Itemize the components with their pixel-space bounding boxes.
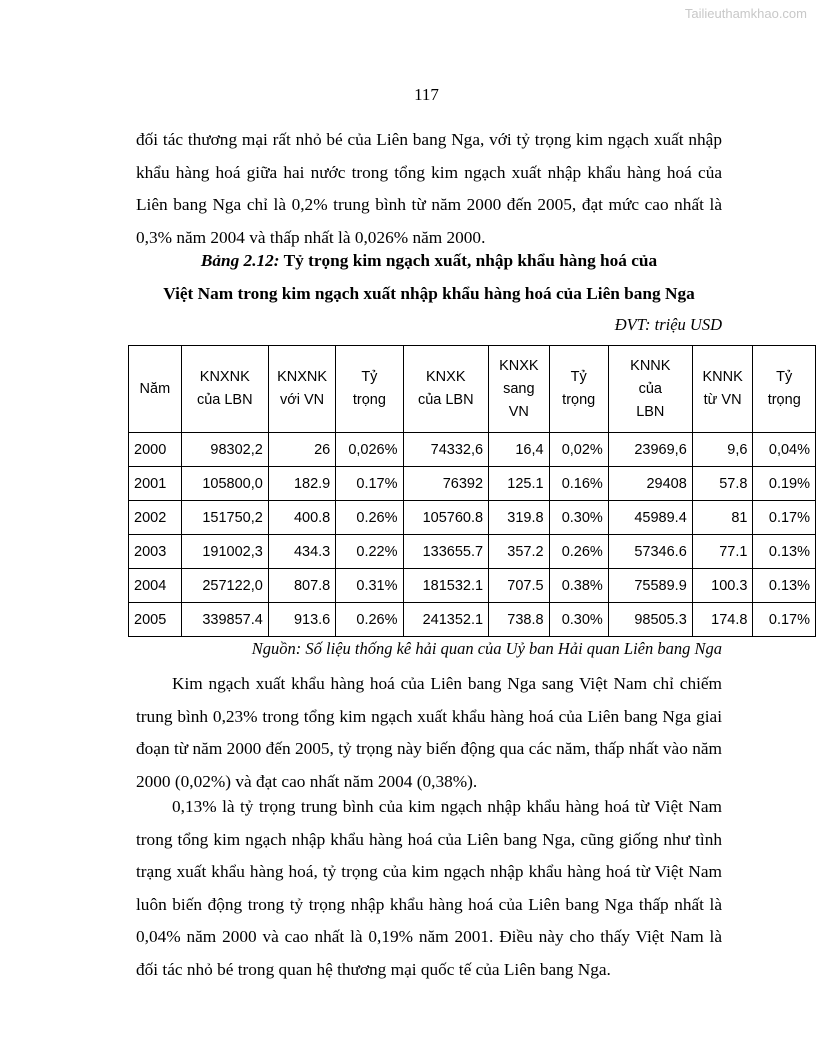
value-cell: 0.17% (753, 603, 816, 637)
year-cell: 2000 (129, 433, 182, 467)
table-row (129, 569, 816, 603)
column-header-text: Tỷ (361, 369, 378, 385)
value-cell: 182.9 (268, 467, 335, 501)
value-cell: 257122,0 (181, 569, 268, 603)
column-header-text: của LBN (417, 392, 474, 408)
column-header (268, 346, 335, 433)
value-cell: 125.1 (489, 467, 550, 501)
value-cell: 0.26% (336, 501, 403, 535)
value-cell: 0.13% (753, 535, 816, 569)
column-header-text: từ VN (703, 392, 742, 408)
table-row (129, 535, 816, 569)
value-cell: 400.8 (268, 501, 335, 535)
value-cell: 29408 (608, 467, 692, 501)
value-cell: 133655.7 (403, 535, 489, 569)
value-cell: 98302,2 (181, 433, 268, 467)
column-header (336, 346, 403, 433)
value-cell: 241352.1 (403, 603, 489, 637)
value-cell: 23969,6 (608, 433, 692, 467)
column-header-text: của (638, 380, 662, 397)
table-caption-title-1: Tỷ trọng kim ngạch xuất, nhập khẩu hàng hoá của (283, 251, 658, 270)
column-header (692, 346, 753, 433)
column-header-text: trọng (352, 392, 386, 408)
value-cell: 0.26% (336, 603, 403, 637)
value-cell: 0.30% (549, 603, 608, 637)
paragraph-intro: đối tác thương mại rất nhỏ bé của Liên bang Nga, với tỷ trọng kim ngạch xuất nhập khẩu hàng hoá giữa hai nước trong tổng kim ngạch xuất nhập khẩu hàng hoá của Liên bang Nga chỉ là 0,2% trung bình từ năm 2000 đến 2005, đạt mức cao nhất là 0,3% năm 2004 và thấp nhất là 0,026% năm 2000. (136, 130, 722, 247)
value-cell: 0,02% (549, 433, 608, 467)
value-cell: 339857.4 (181, 603, 268, 637)
column-header-text: KNXK (426, 369, 466, 385)
watermark: Tailieuthamkhao.com (684, 6, 807, 21)
value-cell: 76392 (403, 467, 489, 501)
year-cell: 2005 (129, 603, 182, 637)
paragraph-import: 0,13% là tỷ trọng trung bình của kim ngạch nhập khẩu hàng hoá từ Việt Nam trong tổng kim ngạch nhập khẩu hàng hoá của Liên bang Nga, cũng giống như tình trạng xuất khẩu hàng hoá, tỷ trọng của kim ngạch nhập khẩu hàng hoá từ Việt Nam luôn biến động trong tỷ trọng nhập khẩu hàng hoá của Liên bang Nga thấp nhất là 0,04% năm 2000 và cao nhất là 0,19% năm 2001. Điều này cho thấy Việt Nam là đối tác nhỏ bé trong quan hệ thương mại quốc tế của Liên bang Nga. (136, 797, 722, 979)
value-cell: 26 (268, 433, 335, 467)
column-header-text: Tỷ (776, 369, 793, 385)
value-cell: 0.19% (753, 467, 816, 501)
table-caption-label: Bảng 2.12: (200, 251, 280, 270)
column-header-text: với VN (279, 392, 325, 408)
value-cell: 913.6 (268, 603, 335, 637)
year-cell: 2003 (129, 535, 182, 569)
table-row (129, 501, 816, 535)
column-header-text: KNXNK (199, 369, 250, 385)
column-header (403, 346, 489, 433)
value-cell: 0,026% (336, 433, 403, 467)
value-cell: 434.3 (268, 535, 335, 569)
value-cell: 707.5 (489, 569, 550, 603)
column-header-text: KNNK (702, 369, 743, 385)
value-cell: 0.38% (549, 569, 608, 603)
value-cell: 9,6 (692, 433, 753, 467)
value-cell: 57346.6 (608, 535, 692, 569)
page-number: 117 (414, 85, 439, 104)
column-header-text: LBN (636, 403, 665, 420)
year-cell: 2004 (129, 569, 182, 603)
column-header (181, 346, 268, 433)
column-header-text: trọng (562, 392, 596, 408)
paragraph-export: Kim ngạch xuất khẩu hàng hoá của Liên bang Nga sang Việt Nam chỉ chiếm trung bình 0,23% trong tổng kim ngạch xuất khẩu hàng hoá của Liên bang Nga giai đoạn từ năm 2000 đến 2005, tỷ trọng này biến động qua các năm, thấp nhất vào năm 2000 (0,02%) và đạt cao nhất năm 2004 (0,38%). (136, 674, 722, 791)
column-header (549, 346, 608, 433)
value-cell: 738.8 (489, 603, 550, 637)
year-cell: 2001 (129, 467, 182, 501)
source-note: Nguồn: Số liệu thống kê hải quan của Uỷ ban Hải quan Liên bang Nga (251, 639, 722, 658)
table-row (129, 603, 816, 637)
value-cell: 81 (692, 501, 753, 535)
value-cell: 105760.8 (403, 501, 489, 535)
column-header-text: trọng (767, 392, 801, 408)
value-cell: 0,04% (753, 433, 816, 467)
value-cell: 77.1 (692, 535, 753, 569)
value-cell: 0.26% (549, 535, 608, 569)
table-caption-line-1 (0, 251, 816, 271)
column-header-text: KNXK (499, 357, 539, 374)
value-cell: 0.16% (549, 467, 608, 501)
column-header-text: Tỷ (570, 369, 587, 385)
value-cell: 45989.4 (608, 501, 692, 535)
table-header-row (129, 346, 816, 433)
table-row (129, 433, 816, 467)
column-header-text: của LBN (196, 392, 253, 408)
value-cell: 181532.1 (403, 569, 489, 603)
table-row (129, 467, 816, 501)
value-cell: 0.17% (336, 467, 403, 501)
value-cell: 105800,0 (181, 467, 268, 501)
column-header (129, 346, 182, 433)
value-cell: 16,4 (489, 433, 550, 467)
table-caption-line-2: Việt Nam trong kim ngạch xuất nhập khẩu hàng hoá của Liên bang Nga (163, 284, 695, 303)
column-header-text: sang (503, 380, 535, 397)
value-cell: 75589.9 (608, 569, 692, 603)
value-cell: 74332,6 (403, 433, 489, 467)
column-header-text: Năm (139, 380, 171, 397)
value-cell: 0.13% (753, 569, 816, 603)
column-header (608, 346, 692, 433)
value-cell: 100.3 (692, 569, 753, 603)
value-cell: 319.8 (489, 501, 550, 535)
value-cell: 0.30% (549, 501, 608, 535)
column-header-text: KNXNK (277, 369, 328, 385)
value-cell: 57.8 (692, 467, 753, 501)
trade-share-table (128, 345, 816, 637)
unit-note: ĐVT: triệu USD (614, 315, 722, 334)
value-cell: 0.17% (753, 501, 816, 535)
value-cell: 0.31% (336, 569, 403, 603)
column-header (489, 346, 550, 433)
column-header (753, 346, 816, 433)
year-cell: 2002 (129, 501, 182, 535)
column-header-text: VN (508, 403, 529, 420)
value-cell: 357.2 (489, 535, 550, 569)
value-cell: 98505.3 (608, 603, 692, 637)
value-cell: 151750,2 (181, 501, 268, 535)
value-cell: 807.8 (268, 569, 335, 603)
column-header-text: KNNK (630, 357, 671, 374)
value-cell: 174.8 (692, 603, 753, 637)
value-cell: 0.22% (336, 535, 403, 569)
value-cell: 191002,3 (181, 535, 268, 569)
